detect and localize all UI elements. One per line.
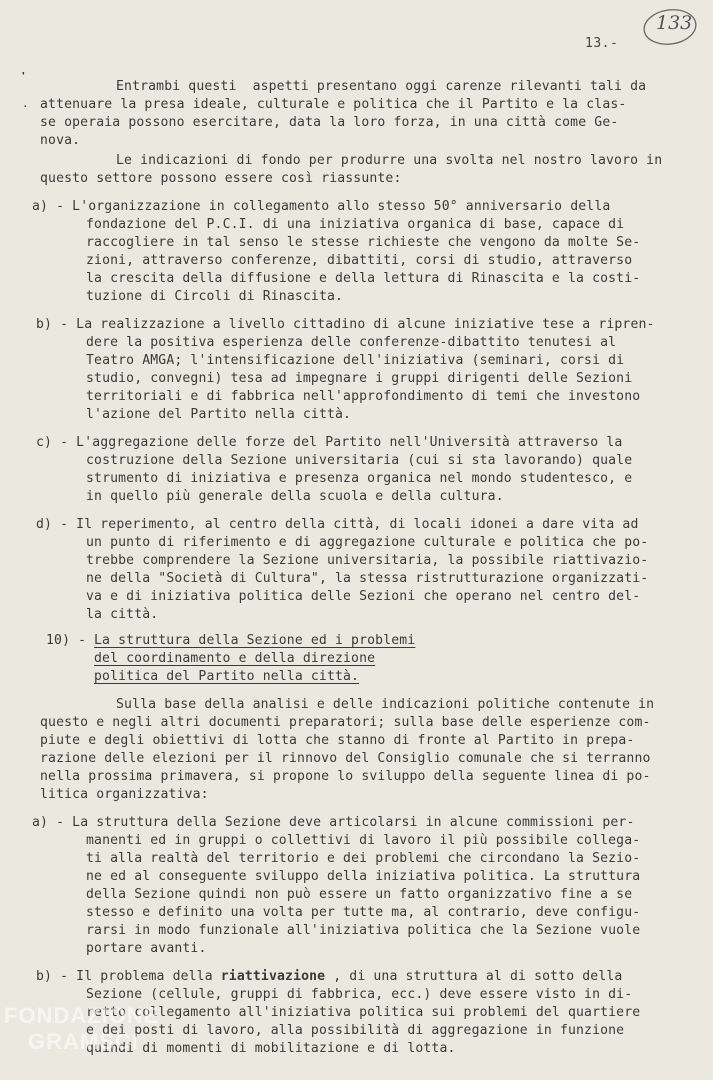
text-line: l'azione del Partito nella città. (86, 407, 352, 422)
text-line: piute e degli obiettivi di lotta che stanno di fronte al Partito in prepa- (40, 733, 635, 748)
list-item-a-line: a) - L'organizzazione in collegamento allo stesso 50° anniversario della (32, 199, 611, 214)
section-heading-line: La struttura della Sezione ed i problemi (94, 633, 416, 648)
text-line: questo settore possono essere così riassunte: (40, 171, 402, 186)
text-line: Teatro AMGA; l'intensificazione dell'iniziativa (seminari, corsi di (86, 353, 625, 368)
text-line: va e di iniziativa politica delle Sezioni che operano nel centro del- (86, 589, 641, 604)
list-item-d-line: d) - Il reperimento, al centro della città, di locali idonei a dare vita ad (36, 517, 639, 532)
text-run: b) - Il problema della (36, 969, 221, 984)
text-line: in quello più generale della scuola e della cultura. (86, 489, 504, 504)
page-number: 13.- (585, 36, 619, 51)
list-item-c-line: c) - L'aggregazione delle forze del Partito nell'Università attraverso la (36, 435, 623, 450)
text-line: Entrambi questi aspetti presentano oggi carenze rilevanti tali da (116, 79, 647, 94)
list-item-b-line (36, 968, 622, 986)
text-line: nella prossima primavera, si propone lo sviluppo della seguente linea di po- (40, 769, 651, 784)
archive-stamp-number: 133 (656, 12, 693, 34)
text-line: attenuare la presa ideale, culturale e politica che il Partito e la clas- (40, 97, 627, 112)
text-line: questo e negli altri documenti preparatori; sulla base delle esperienze com- (40, 715, 651, 730)
text-line: razione delle elezioni per il rinnovo del Consiglio comunale che si terranno (40, 751, 651, 766)
text-line: strumento di iniziativa e presenza organica nel mondo studentesco, e (86, 471, 633, 486)
list-item-a-line: a) - La struttura della Sezione deve articolarsi in alcune commissioni per- (32, 815, 635, 830)
text-line: zioni, attraverso conferenze, dibattiti, corsi di studio, attraverso (86, 253, 633, 268)
text-line: dere la positiva esperienza delle conferenze-dibattito tenutesi al (86, 335, 617, 350)
text-line: manenti ed in gruppi o collettivi di lavoro il più possibile collega- (86, 833, 641, 848)
text-run-bold: riattivazione (220, 969, 326, 984)
text-line: raccogliere in tal senso le stesse richieste che vengono da molte Se- (86, 235, 641, 250)
section-number: 10) - (46, 633, 95, 648)
text-line: nova. (40, 133, 81, 148)
margin-mark: ❜ (20, 70, 27, 83)
text-line: quindi di momenti di mobilitazione e di lotta. (86, 1041, 456, 1056)
text-line: portare avanti. (86, 941, 207, 956)
text-line: territoriali e di fabbrica nell'approfondimento di temi che investono (86, 389, 641, 404)
text-line: ti alla realtà del territorio e dei problemi che circondano la Sezio- (86, 851, 641, 866)
text-line: studio, convegni) tesa ad impegnare i gruppi dirigenti delle Sezioni (86, 371, 633, 386)
text-run: , di una struttura al di sotto della (325, 969, 623, 984)
text-line: la città. (86, 607, 159, 622)
text-line: la crescita della diffusione e della lettura di Rinascita e la costi- (86, 271, 641, 286)
margin-mark: · (22, 100, 29, 113)
watermark-line-1: FONDAZIONE (4, 1003, 160, 1028)
text-line: rarsi in modo funzionale all'iniziativa politica che la Sezione vuole (86, 923, 641, 938)
text-line: Sezione (cellule, gruppi di fabbrica, ecc.) deve essere visto in di- (86, 987, 633, 1002)
watermark-line-2: GRAMSCI (28, 1029, 139, 1054)
text-line: litica organizzativa: (40, 787, 209, 802)
text-line: stesso e definito una volta per tutte ma, al contrario, deve configu- (86, 905, 641, 920)
list-item-b-line: b) - La realizzazione a livello cittadino di alcune iniziative tese a ripren- (36, 317, 655, 332)
text-line: ne ed al conseguente sviluppo della iniziativa politica. La struttura (86, 869, 641, 884)
text-line: e dei posti di lavoro, alla possibilità di aggregazione in funzione (86, 1023, 625, 1038)
text-line: della Sezione quindi non può essere un fatto organizzativo fine a se (86, 887, 633, 902)
text-line: un punto di riferimento e di aggregazione culturale e politica che po- (86, 535, 649, 550)
text-line: retto collegamento all'iniziativa politica sui problemi del quartiere (86, 1005, 641, 1020)
text-line: costruzione della Sezione universitaria (cui si sta lavorando) quale (86, 453, 633, 468)
text-line: trebbe comprendere la Sezione universitaria, la possibile riattivazio- (86, 553, 649, 568)
section-heading-line: del coordinamento e della direzione (94, 651, 376, 666)
text-line: ne della "Società di Cultura", la stessa ristrutturazione organizzati- (86, 571, 649, 586)
text-line: Sulla base della analisi e delle indicazioni politiche contenute in (116, 697, 655, 712)
section-heading-line: politica del Partito nella città. (94, 669, 360, 684)
text-line: se operaia possono esercitare, data la loro forza, in una città come Ge- (40, 115, 619, 130)
text-line: tuzione di Circoli di Rinascita. (86, 289, 344, 304)
text-line: fondazione del P.C.I. di una iniziativa organica di base, capace di (86, 217, 625, 232)
text-line: Le indicazioni di fondo per produrre una svolta nel nostro lavoro in (116, 153, 663, 168)
watermark-logo (4, 1005, 159, 1053)
